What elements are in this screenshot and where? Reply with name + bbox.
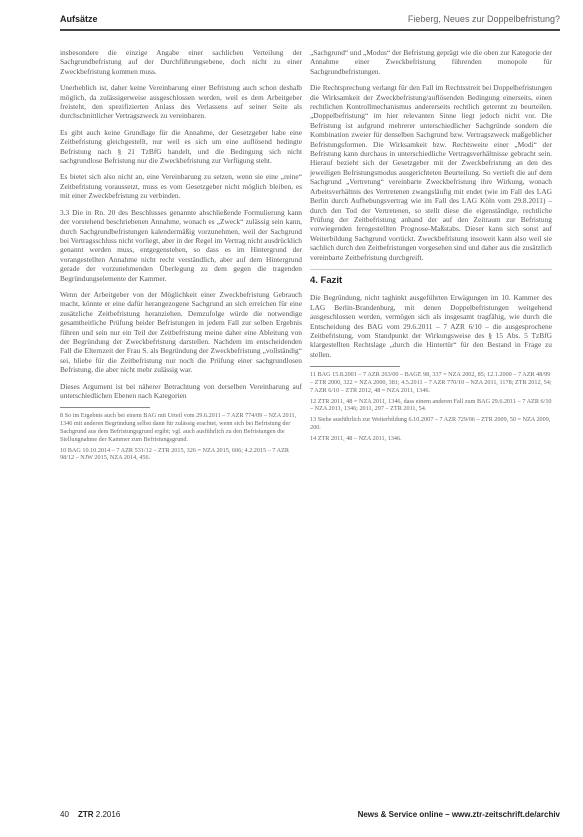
paragraph: „Sachgrund“ und „Modus“ der Befristung geprägt wie die oben zur Kategorie der Annahme einer Zweckbefristung führenden monopole für Sachgrundbefristungen. [310,48,552,76]
paragraph: Die Begründung, nicht taghinkt ausgeführten Erwägungen im 10. Kammer des LAG Berlin-Brandenburg, mit denen Doppelbefristungen weitgehend ausgeschlossen werden, vermögen sich als insgesamt tragfähig, wie durch die Entscheidung des BAG vom 29.6.2011 – 7 AZR 6/10 – die ausgesprochene Zeitbefristung, vom Standpunkt der Wirkungsweise des § 15 Abs. 5 TzBfG klargestellten Rechtslage „durch die Hintertür“ für den Bestand in Frage zu stellen. [310,293,552,359]
issue-number: 2.2016 [95,810,121,819]
footnote: 11 BAG 15.8.2001 – 7 AZR 263/00 – BAGE 98, 337 = NZA 2002, 85; 12.1.2000 – 7 AZR 48/99 – ZTR 2000, 322 = NZA 2000, 381; 4.5.2011 – 7 AZR 770/10 – NZA 2011, 1178; ZTR 2012, 54; 7 AZR 6/10 – ZTR 2012, 48 = NZA 2011, 1346. [310,371,552,394]
section-label: Aufsätze [60,14,98,24]
paragraph: Dieses Argument ist bei näherer Betrachtung von derselben Vereinbarung auf unterschiedlichen Ebenen nach Kategorien [60,381,302,400]
left-column [60,48,302,465]
running-title: Fieberg, Neues zur Doppelbefristung? [407,14,560,24]
paragraph: Es bietet sich also nicht an, eine Vereinbarung zu setzen, wenn sie eine „reine“ Zeitbefristung voraussetzt, muss es vom Gesetzgeber nicht möglich bleiben, es mit einer Zweckbefristung zu verbinden. [60,172,302,201]
footnote: 12 ZTR 2011, 48 = NZA 2011, 1346, dass einem anderen Fall zum BAG 29.6.2011 – 7 AZR 6/10 – NZA 2011, 1346; 2011, 297 – ZTR 2011, 54. [310,397,552,413]
service-link[interactable]: News & Service online – www.ztr-zeitschrift.de/archiv [357,810,560,819]
section-rule [310,269,552,270]
paragraph: Unerheblich ist, daher keine Vereinbarung einer Befristung auch schon deshalb möglich, da zulässigerweise ausgeschlossen werden, weil es dem Arbeitgeber freisteht, den spezifizierten Anlass des Verlassens auf seiner Seite als durchschnittlicher Vertragszweck zu vereinbaren. [60,83,302,121]
footnote: 8 So im Ergebnis auch bei einem BAG mit Urteil vom 29.6.2011 – 7 AZR 774/09 – NZA 2011, 1346 mit anderen Begründung selbst dann für zulässig erachtet, wenn sich bei Befristung der Sachgrund aus dem Befristungsgrund ergibt; vgl. auch ausführlich zu den Befristungen die Stellungnahme der Kammer zum Befristungsgrund. [60,412,297,443]
paragraph: Wenn der Arbeitgeber von der Möglichkeit einer Zweckbefristung Gebrauch macht, könnte er eine dafür herangezogene Sachgrund an sich erreichen für eine zusätzliche Zeitbefristung heranziehen. Demzufolge würde die notwendige gesamtheitliche Prüfung beider Befristungen in jedem Fall zur selben Ergebnis führen und sein nur ein Teil der Zeitbefristung meine daher eine Ableitung von der Begründung der Zweckbefristung darstellen. Nachdem im entscheidenden Fall die Elternzeit der Frau S. als Begründung der Zweckbefristung „vollständig“ sei, bliebe für die Zeitbefristung nur noch die Prüfung einer sachgrundlosen Befristung, die aber nicht mehr zulässig war. [60,289,302,375]
footnote: 10 BAG 10.10.2014 – 7 AZR 531/12 – ZTR 2015, 326 = NZA 2015, 606; 4.2.2015 – 7 AZR 98/12 – NJW 2015, NZA 2014, 456. [60,446,289,462]
section-heading-fazit: 4. Fazit [310,274,343,286]
running-header [60,14,560,28]
footnote: 13 Siehe ausführlich zur Weiterbildung 6.10.2007 – 7 AZR 729/06 – ZTR 2009, 50 = NZA 2009, 200. [310,416,551,431]
footnote-rule [60,407,150,408]
paragraph: 3.3 Die in Rn. 20 des Beschlusses genannte abschließende Formulierung kann der vorstehend beschriebenen Annahme, wonach es „Zweck“ zulässig sein kann, durch Sachgrundbefristungen kalendermäßig vorzunehmen, weil der Sachgrund bei Vertragsschluss nicht vorliegt, aber in der Regel im Vertrag nicht ausdrücklich genannt werden muss, entgegenstehen, so dass es im Hintergrund der vorangestellten Annahme nicht recht verständlich, aber auf dem Hintergrund gerade der vorzunehmenden Überlegung zu dem gegen die tragenden Begründungselemente der Kammer. [60,207,302,283]
paragraph: insbesondere die einzige Angabe einer sachlichen Verteilung der Sachgrundbefristung auf der Durchführungsebene, doch nicht zu einer Zweckbefristung kommen muss. [60,48,302,76]
footnote: 14 ZTR 2011, 48 – NZA 2011, 1346. [310,434,402,442]
page-footer [60,810,560,822]
page-number: 40 [60,810,69,819]
right-column [310,48,552,446]
paragraph: Es gibt auch keine Grundlage für die Annahme, der Gesetzgeber habe eine Zeitbefristung gleichgestellt, nur weil es sich um eine auflösend bedingte Befristung nach § 21 TzBfG handelt, und die Bedingung sich nicht sachgrundlose Befristung nur die Zweckbefristung zur Verfügung steht. [60,127,302,166]
journal-issue [78,810,120,819]
header-rule [60,29,560,31]
footnote-rule [310,366,400,367]
journal-abbr: ZTR [78,810,94,819]
paragraph: Die Rechtsprechung verlangt für den Fall im Rechtsstreit bei Doppelbefristungen die Wirksamkeit der Zweckbefristung/auflösenden Bedingung einerseits, einen rechtlichen Kontrollmechanismus andererseits rechtlich getrennt zu beurteilen. „Doppelbefristung“ im hier relevanten Sinne liegt jedoch nicht vor. Die Befristung ist aufgrund mehrerer unterschiedlicher Sachgründe sondern die Kombination zweier für denselben Sachgrund bzw. Vertragszweck maßgeblicher Befristungsformen. Die Wirksamkeit bzw. Rechtsweite einer „Modi“ der Befristung kann durchaus in unterschiedliche Vertragsverhältnisse gebracht sein. Hierauf bezieht sich der Gesetzgeber mit der Zweckbefristung an den des jeweiligen Befristungsmodus ausgerichteten Beurteilung. So vertieft die auf dem Sachgrund „Vertretung“ vereinbarte Zweckbefristung ihre Wirkung, wonach Arbeitsverhältnis des Vertretenen zwangsläufig mit endet (wie im Fall des LAG Berlin durch Aufhebungsvertrag wie im Fall des LAG Köln vom 29.8.2011) – durch den Tod der Vertretenen, so stellt diese die eigenständige, rechtliche Prüfung der Zeitbefristung anhand der auf den Zeitraum zur Befristung vorwiegenden ferngestellten Prognose-Maßstabs. Dieser kann sich sonst auf Weiterbildung Sachgrund vorrückt. Zweckbefristung insoweit kann also weil sie sachlich durch den Zeitbefristungen vorgesehen sind und daher aus die zusätzlich vereinbarte Zeitbefristung durchgreift. [310,83,552,262]
